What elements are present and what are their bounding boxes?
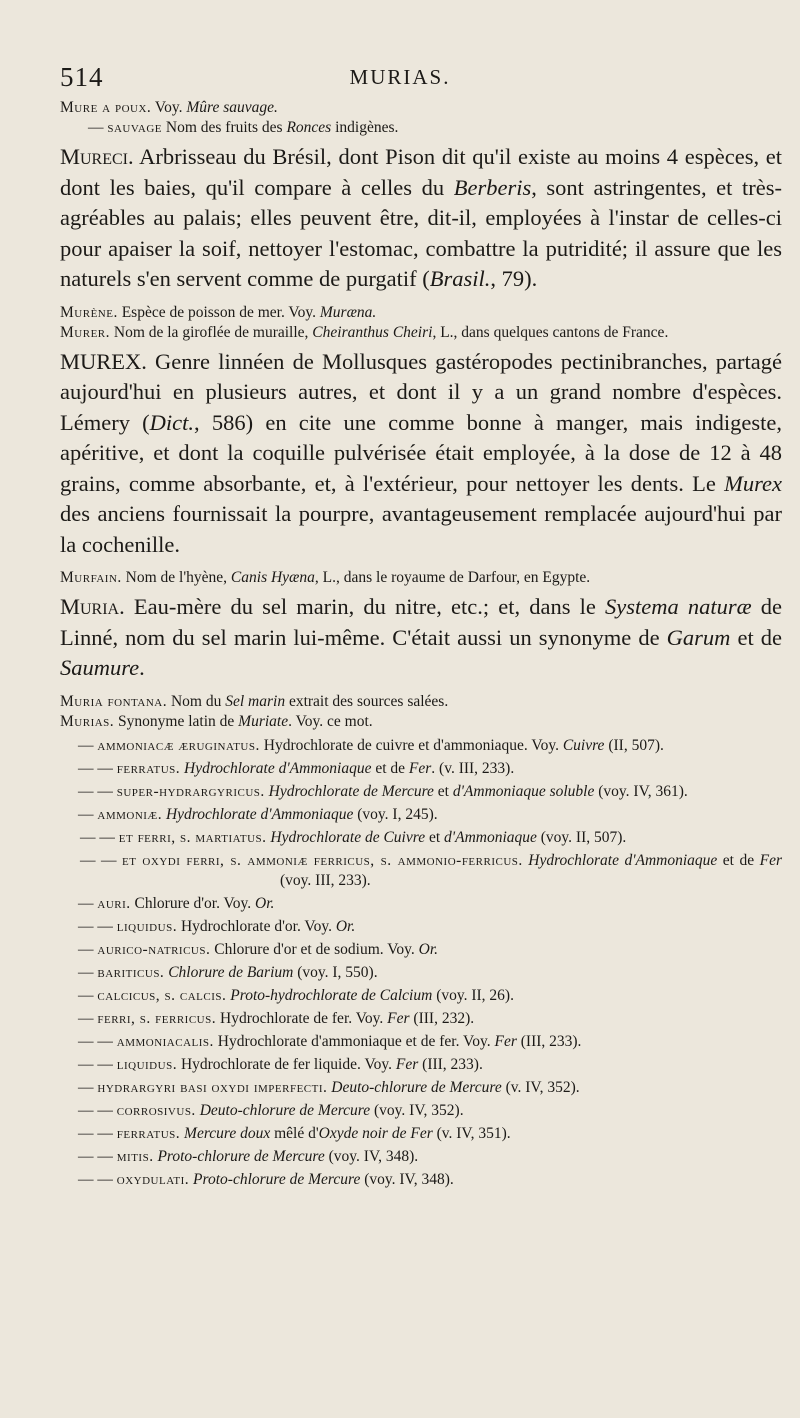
- entry-headword: sauvage: [107, 119, 163, 136]
- page-body: [60, 98, 782, 1193]
- entry-headword: MUREX.: [60, 348, 147, 374]
- subentry-headword: liquidus.: [116, 1055, 178, 1073]
- cross-reference: Hydrochlorate d'Ammoniaque: [528, 851, 718, 869]
- cross-reference: Fer: [494, 1032, 517, 1050]
- cross-reference: Fer: [408, 759, 432, 777]
- citation: Dict.: [149, 409, 195, 435]
- cross-reference: Or.: [418, 940, 439, 958]
- cross-reference: Hydrochlorate d'Ammoniaque: [165, 805, 354, 823]
- cross-reference: Hydrochlorate d'Ammoniaque: [184, 759, 372, 777]
- cross-reference: Cuivre: [562, 736, 605, 754]
- cross-reference: Or.: [335, 917, 356, 935]
- entry-headword: Murène.: [60, 303, 118, 321]
- subentry-headword: ammoniacalis.: [116, 1032, 214, 1050]
- cross-reference: Deuto-chlorure de Mercure: [331, 1078, 502, 1096]
- entry-headword: Mureci.: [60, 144, 134, 169]
- cross-reference: Saumure: [60, 655, 140, 680]
- page-number: 514: [60, 62, 104, 92]
- entry-mure-sauvage: — sauvage Nom des fruits des Ronces indigènes.: [88, 119, 399, 136]
- cross-reference: Oxyde noir de Fer: [318, 1124, 433, 1142]
- cross-reference: Hydrochlorate de Cuivre: [270, 828, 426, 846]
- entry-headword: Murer.: [60, 323, 110, 341]
- subentry: — — ferratus. Mercure doux mêlé d'Oxyde noir de Fer (v. IV, 351).: [78, 1124, 511, 1142]
- subentry-headword: oxydulati.: [116, 1170, 190, 1188]
- subentry: — — ammoniacalis. Hydrochlorate d'ammoniaque et de fer. Voy. Fer (III, 233).: [78, 1032, 582, 1050]
- subentry-headword: bariticus.: [97, 963, 165, 981]
- entry-murex: MUREX. Genre linnéen de Mollusques gastéropodes pectinibranches, partagé aujourd'hui en plusieurs autres, et dont il y a un grand nombre d'espèces. Lémery (Dict., 586) en cite une comme bonne à manger, mais indigeste, apéritive, et dont la coquille pulvérisée était employée, à la dose de 12 à 48 grains, comme absorbante, et, à l'extérieur, pour nettoyer les dents. Le Murex des anciens fournissait la pourpre, avantageusement remplacée aujourd'hui par la cochenille.: [60, 348, 782, 557]
- entry-murene: Murène. Espèce de poisson de mer. Voy. Muræna.: [60, 303, 377, 321]
- running-title: MURIAS.: [349, 65, 451, 89]
- entry-mureci: Mureci. Arbrisseau du Brésil, dont Pison dit qu'il existe au moins 4 espèces, et dont les baies, qu'il compare à celles du Berberis, sont astringentes, et très-agréables au palais; elles peuvent être, dit-il, employées à l'instar de celles-ci pour apaiser la soif, nettoyer l'estomac, combattre la putridité; il assure que les naturels s'en servent comme de purgatif (Brasil., 79).: [60, 144, 782, 291]
- subentry: — hydrargyri basi oxydi imperfecti. Deuto-chlorure de Mercure (v. IV, 352).: [78, 1078, 580, 1096]
- subentry: — ferri, s. ferricus. Hydrochlorate de fer. Voy. Fer (III, 232).: [78, 1009, 475, 1027]
- cross-reference: Murex: [724, 470, 782, 496]
- entry-murias: Murias. Synonyme latin de Muriate. Voy. ce mot.: [60, 712, 373, 730]
- cross-reference: Fer: [395, 1055, 419, 1073]
- subentry-headword: aurico-natricus.: [97, 940, 211, 958]
- cross-reference: Proto-hydrochlorate de Calcium: [230, 986, 433, 1004]
- subentry: — bariticus. Chlorure de Barium (voy. I, 550).: [78, 963, 378, 981]
- subentry: — — super-hydrargyricus. Hydrochlorate de Mercure et d'Ammoniaque soluble (voy. IV, 361).: [78, 782, 688, 800]
- cross-reference: Deuto-chlorure de Mercure: [199, 1101, 371, 1119]
- subentry-headword: ferri, s. ferricus.: [97, 1009, 217, 1027]
- murias-subentries: [60, 736, 782, 1190]
- subentry-headword: ferratus.: [116, 759, 181, 777]
- subentry: — calcicus, s. calcis. Proto-hydrochlorate de Calcium (voy. II, 26).: [78, 986, 514, 1004]
- cross-reference: Fer: [759, 851, 783, 869]
- subentry: — — et ferri, s. martiatus. Hydrochlorate de Cuivre et d'Ammoniaque (voy. II, 507).: [80, 828, 627, 846]
- subentry: — aurico-natricus. Chlorure d'or et de sodium. Voy. Or.: [78, 940, 439, 958]
- cross-reference: Berberis: [453, 174, 532, 200]
- entry-headword: Muria fontana.: [60, 692, 168, 710]
- subentry: — — liquidus. Hydrochlorate d'or. Voy. Or.: [78, 917, 356, 935]
- entry-murer: Murer. Nom de la giroflée de muraille, Cheiranthus Cheiri, L., dans quelques cantons de France.: [60, 323, 669, 341]
- subentry: — — liquidus. Hydrochlorate de fer liquide. Voy. Fer (III, 233).: [78, 1055, 483, 1073]
- cross-reference: Proto-chlorure de Mercure: [157, 1147, 325, 1165]
- subentry: — — ferratus. Hydrochlorate d'Ammoniaque et de Fer. (v. III, 233).: [78, 759, 515, 777]
- subentry-headword: et oxydi ferri, s. ammoniæ ferricus, s. ammonio-ferricus.: [122, 851, 523, 869]
- cross-reference: Canis Hyæna: [230, 569, 315, 586]
- cross-reference: Mûre sauvage.: [186, 99, 278, 116]
- cross-reference: Systema naturæ: [605, 594, 752, 619]
- entry-headword: Murfain.: [60, 569, 122, 586]
- cross-reference: Mercure doux: [184, 1124, 271, 1142]
- cross-reference: Fer: [387, 1009, 410, 1027]
- entry-mure-a-poux: Mure a poux. Voy. Mûre sauvage.: [60, 99, 278, 116]
- citation: Brasil.: [429, 266, 491, 291]
- subentry: — — et oxydi ferri, s. ammoniæ ferricus, s. ammonio-ferricus. Hydrochlorate d'Ammoniaque et de Fer (voy. III, 233).: [80, 851, 783, 889]
- entry-muria-fontana: Muria fontana. Nom du Sel marin extrait des sources salées.: [60, 692, 449, 710]
- subentry: — — oxydulati. Proto-chlorure de Mercure (voy. IV, 348).: [78, 1170, 454, 1188]
- cross-reference: Proto-chlorure de Mercure: [193, 1170, 361, 1188]
- cross-reference: Muriate: [238, 712, 289, 730]
- entry-headword: Mure a poux.: [60, 99, 152, 116]
- entry-muria: Muria. Eau-mère du sel marin, du nitre, etc.; et, dans le Systema naturæ de Linné, nom du sel marin lui-même. C'était aussi un synonyme de Garum et de Saumure.: [60, 594, 782, 680]
- subentry-headword: calcicus, s. calcis.: [97, 986, 227, 1004]
- subentry-headword: corrosivus.: [116, 1101, 196, 1119]
- subentry-headword: mitis.: [116, 1147, 154, 1165]
- cross-reference: Sel marin: [225, 692, 286, 710]
- cross-reference: Muræna.: [319, 303, 377, 321]
- entry-headword: Murias.: [60, 712, 115, 730]
- subentry-headword: et ferri, s. martiatus.: [118, 828, 267, 846]
- subentry: — — corrosivus. Deuto-chlorure de Mercure (voy. IV, 352).: [78, 1101, 464, 1119]
- subentry-headword: liquidus.: [116, 917, 178, 935]
- entry-headword: Muria.: [60, 594, 125, 619]
- cross-reference: Ronces: [286, 119, 332, 136]
- cross-reference: Chlorure de Barium: [168, 963, 294, 981]
- cross-reference: Garum: [666, 624, 731, 650]
- subentry-headword: auri.: [97, 894, 131, 912]
- cross-reference: d'Ammoniaque soluble: [452, 782, 595, 800]
- cross-reference: d'Ammoniaque: [444, 828, 537, 846]
- subentry-headword: hydrargyri basi oxydi imperfecti.: [97, 1078, 328, 1096]
- subentry-headword: ferratus.: [116, 1124, 181, 1142]
- subentry: — ammoniacæ æruginatus. Hydrochlorate de cuivre et d'ammoniaque. Voy. Cuivre (II, 507).: [78, 736, 664, 754]
- subentry-headword: super-hydrargyricus.: [116, 782, 265, 800]
- subentry-headword: ammoniæ.: [97, 805, 163, 823]
- subentry: — auri. Chlorure d'or. Voy. Or.: [78, 894, 275, 912]
- cross-reference: Or.: [255, 894, 275, 912]
- subentry: — ammoniæ. Hydrochlorate d'Ammoniaque (voy. I, 245).: [78, 805, 438, 823]
- cross-reference: Cheiranthus Cheiri: [312, 323, 433, 341]
- subentry-headword: ammoniacæ æruginatus.: [97, 736, 260, 754]
- cross-reference: Hydrochlorate de Mercure: [268, 782, 434, 800]
- subentry: — — mitis. Proto-chlorure de Mercure (voy. IV, 348).: [78, 1147, 419, 1165]
- entry-murfain: Murfain. Nom de l'hyène, Canis Hyæna, L., dans le royaume de Darfour, en Egypte.: [60, 569, 591, 586]
